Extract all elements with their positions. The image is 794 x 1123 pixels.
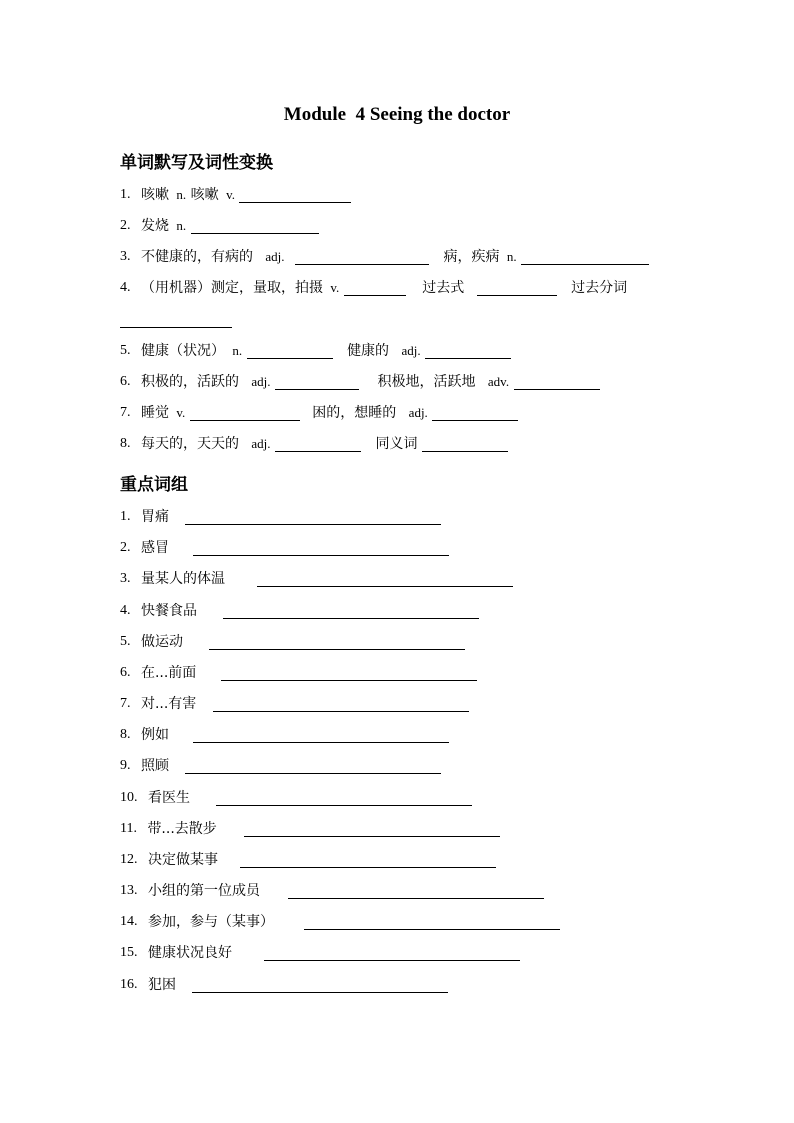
answer-blank[interactable] <box>185 757 441 774</box>
section-heading-phrases: 重点词组 <box>120 475 188 495</box>
answer-blank[interactable] <box>193 726 449 743</box>
item-number: 13. <box>120 883 138 898</box>
phrase-label: 看医生 <box>147 790 190 806</box>
part-of-speech: adj. <box>251 436 271 451</box>
part-of-speech: adj. <box>251 374 271 389</box>
phrase-label: 快餐食品 <box>140 603 197 619</box>
item-number: 4. <box>120 280 131 295</box>
answer-blank[interactable] <box>239 186 351 203</box>
part-of-speech: n. <box>176 187 187 202</box>
phrase-label: 小组的第一位成员 <box>147 883 260 899</box>
answer-blank[interactable] <box>304 913 560 930</box>
vocab-item-8 <box>120 433 684 455</box>
vocab-item-4 <box>120 277 684 299</box>
item-word: 过去式 <box>422 280 465 296</box>
part-of-speech: adj. <box>265 249 285 264</box>
vocab-item-2 <box>120 215 684 237</box>
item-word: 咳嗽 <box>140 187 169 203</box>
item-word: 过去分词 <box>571 280 628 296</box>
item-word: 健康的 <box>347 343 390 359</box>
answer-blank[interactable] <box>192 976 448 993</box>
vocab-item-5 <box>120 340 684 362</box>
vocab-item-4-continued <box>120 309 684 331</box>
item-number: 6. <box>120 374 131 389</box>
phrase-item-6 <box>120 662 684 684</box>
item-number: 10. <box>120 790 138 805</box>
answer-blank[interactable] <box>344 279 406 296</box>
item-word: 睡觉 <box>140 405 169 421</box>
item-number: 7. <box>120 696 131 711</box>
phrase-label: 胃痛 <box>140 509 169 525</box>
item-word: 不健康的，有病的 <box>140 249 253 265</box>
item-number: 3. <box>120 249 131 264</box>
item-word: 困的，想睡的 <box>312 405 397 421</box>
phrase-item-2 <box>120 537 684 559</box>
phrase-label: 决定做某事 <box>147 852 218 868</box>
answer-blank[interactable] <box>514 373 600 390</box>
phrase-item-3 <box>120 568 684 590</box>
answer-blank[interactable] <box>257 570 513 587</box>
phrase-item-13 <box>120 880 684 902</box>
phrase-item-8 <box>120 724 684 746</box>
vocab-item-3 <box>120 246 684 268</box>
vocab-item-1 <box>120 184 684 206</box>
part-of-speech: adv. <box>487 374 510 389</box>
item-word: 咳嗽 <box>190 187 219 203</box>
answer-blank[interactable] <box>209 633 465 650</box>
phrase-item-1 <box>120 506 684 528</box>
item-number: 6. <box>120 665 131 680</box>
phrase-label: 健康状况良好 <box>147 945 232 961</box>
phrase-label: 量某人的体温 <box>140 571 225 587</box>
item-number: 5. <box>120 343 131 358</box>
phrase-label: 参加，参与（某事） <box>147 914 274 930</box>
phrase-label: 对...有害 <box>140 696 197 712</box>
phrase-item-9 <box>120 755 684 777</box>
part-of-speech: n. <box>232 343 243 358</box>
phrase-item-12 <box>120 849 684 871</box>
item-number: 11. <box>120 821 137 836</box>
part-of-speech: adj. <box>401 343 421 358</box>
item-number: 5. <box>120 634 131 649</box>
item-word: 每天的，天天的 <box>140 436 239 452</box>
answer-blank[interactable] <box>193 539 449 556</box>
answer-blank[interactable] <box>247 342 333 359</box>
answer-blank[interactable] <box>240 851 496 868</box>
phrase-label: 在...前面 <box>140 665 197 681</box>
answer-blank[interactable] <box>213 695 469 712</box>
part-of-speech: n. <box>506 249 517 264</box>
phrase-item-15 <box>120 942 684 964</box>
phrase-label: 感冒 <box>140 540 169 556</box>
part-of-speech: n. <box>176 218 187 233</box>
answer-blank[interactable] <box>216 789 472 806</box>
answer-blank[interactable] <box>191 217 319 234</box>
phrase-label: 例如 <box>140 727 169 743</box>
item-word: 健康（状况） <box>140 343 225 359</box>
page-title: Module 4 Seeing the doctor <box>283 104 511 125</box>
answer-blank[interactable] <box>425 342 511 359</box>
answer-blank[interactable] <box>244 820 500 837</box>
item-number: 8. <box>120 727 131 742</box>
item-number: 7. <box>120 405 131 420</box>
answer-blank[interactable] <box>422 435 508 452</box>
part-of-speech: v. <box>176 405 186 420</box>
answer-blank[interactable] <box>190 404 300 421</box>
item-number: 16. <box>120 977 138 992</box>
phrase-label: 做运动 <box>140 634 183 650</box>
item-word: 同义词 <box>375 436 418 452</box>
item-word: （用机器）测定，量取，拍摄 <box>140 280 323 296</box>
item-number: 3. <box>120 571 131 586</box>
answer-blank[interactable] <box>264 944 520 961</box>
phrase-item-7 <box>120 693 684 715</box>
item-number: 14. <box>120 914 138 929</box>
answer-blank[interactable] <box>275 435 361 452</box>
item-number: 1. <box>120 187 131 202</box>
section-heading-vocabulary: 单词默写及词性变换 <box>120 153 273 173</box>
phrase-item-14 <box>120 911 684 933</box>
answer-blank[interactable] <box>288 882 544 899</box>
item-number: 4. <box>120 603 131 618</box>
answer-blank[interactable] <box>223 602 479 619</box>
answer-blank[interactable] <box>521 248 649 265</box>
answer-blank[interactable] <box>275 373 359 390</box>
vocab-item-7 <box>120 402 684 424</box>
answer-blank[interactable] <box>185 508 441 525</box>
item-number: 15. <box>120 945 138 960</box>
vocab-item-6 <box>120 371 684 393</box>
answer-blank[interactable] <box>221 664 477 681</box>
answer-blank[interactable] <box>477 279 557 296</box>
item-number: 9. <box>120 758 131 773</box>
part-of-speech: v. <box>330 280 340 295</box>
phrase-item-11 <box>120 818 684 840</box>
item-number: 1. <box>120 509 131 524</box>
phrase-item-4 <box>120 600 684 622</box>
phrase-item-10 <box>120 787 684 809</box>
part-of-speech: adj. <box>408 405 428 420</box>
answer-blank[interactable] <box>432 404 518 421</box>
phrase-item-16 <box>120 974 684 996</box>
item-word: 发烧 <box>140 218 169 234</box>
item-word: 积极地，活跃地 <box>377 374 476 390</box>
item-number: 8. <box>120 436 131 451</box>
phrase-label: 照顾 <box>140 758 169 774</box>
item-number: 12. <box>120 852 138 867</box>
answer-blank[interactable] <box>120 311 232 328</box>
item-number: 2. <box>120 218 131 233</box>
phrase-label: 犯困 <box>147 977 176 993</box>
phrase-item-5 <box>120 631 684 653</box>
part-of-speech: v. <box>226 187 235 202</box>
answer-blank[interactable] <box>295 248 429 265</box>
item-word: 积极的，活跃的 <box>140 374 239 390</box>
phrase-label: 带...去散步 <box>147 821 217 837</box>
item-number: 2. <box>120 540 131 555</box>
item-word: 病，疾病 <box>443 249 500 265</box>
